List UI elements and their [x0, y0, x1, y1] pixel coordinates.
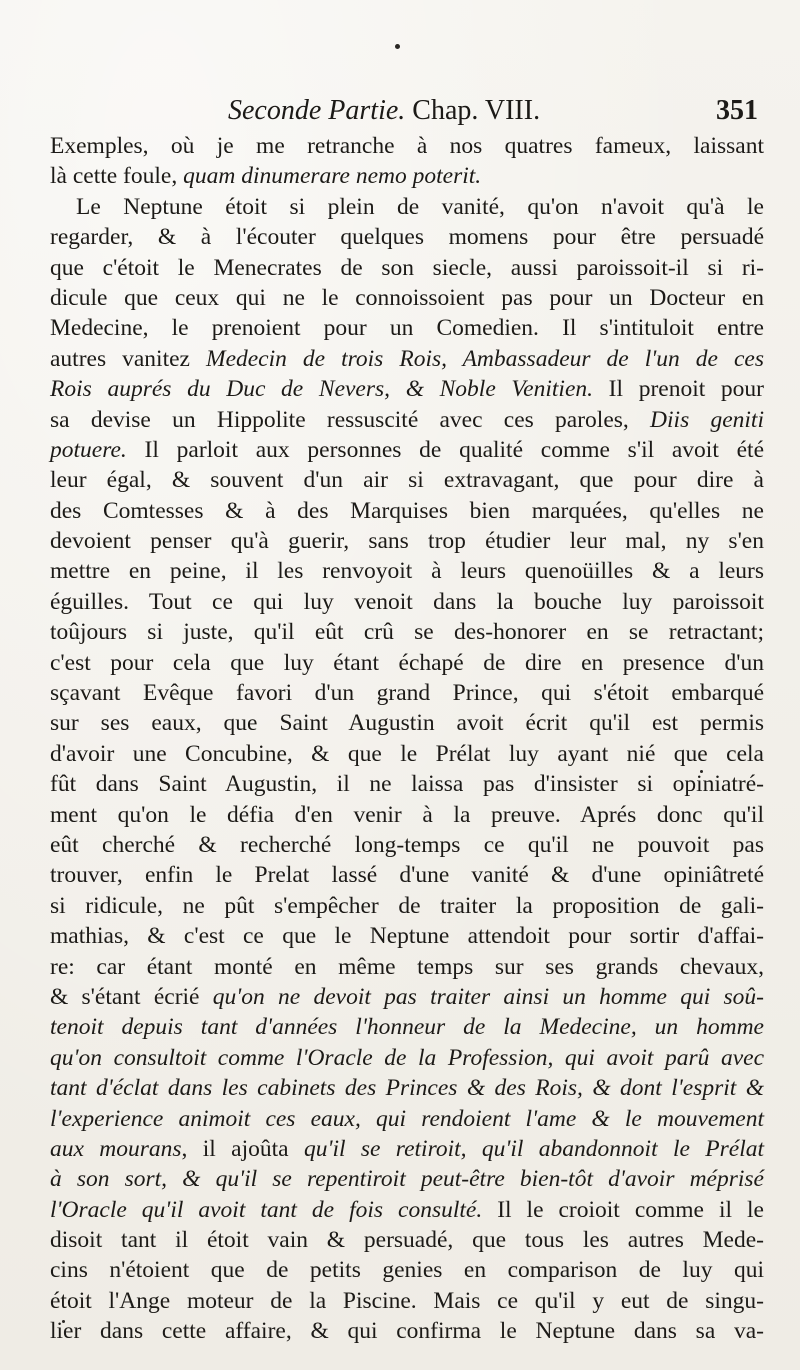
italic-segment: qu'on consultoit comme l'Oracle de la Profession, qui avoit parû avec [50, 1044, 764, 1071]
text-line [50, 739, 764, 769]
text-line [50, 891, 764, 921]
text-line [50, 1255, 764, 1285]
text-line [50, 1073, 764, 1103]
text-line [50, 526, 764, 556]
text-line [50, 678, 764, 708]
text-line [50, 556, 764, 586]
text-segment: , il ajoûta [181, 1135, 304, 1162]
text-line [50, 1225, 764, 1255]
body-text [50, 131, 764, 1347]
italic-segment: l'Oracle qu'il avoit tant de fois consulté. [50, 1196, 483, 1223]
text-segment: des Comtesses & à des Marquises bien marquées, qu'elles ne [50, 497, 764, 524]
text-line [50, 860, 764, 890]
italic-segment: tenoit depuis tant d'années l'honneur de la Medecine, un homme [50, 1014, 764, 1041]
text-line [50, 222, 764, 252]
text-segment: mathias, & c'est ce que le Neptune attendoit pour sortir d'affai- [50, 923, 764, 950]
text-line [50, 800, 764, 830]
text-segment: éguilles. Tout ce qui luy venoit dans la bouche luy paroissoit [50, 588, 764, 615]
text-line [50, 465, 764, 495]
running-title [228, 95, 540, 127]
text-segment: sçavant Evêque favori d'un grand Prince, qui s'étoit embarqué [50, 680, 764, 707]
ink-speck [395, 44, 400, 49]
text-line [50, 253, 764, 283]
text-segment: Il parloit aux personnes de qualité comme s'il avoit été [126, 436, 764, 463]
italic-segment: aux mourans [50, 1135, 182, 1162]
text-line [50, 192, 764, 222]
text-segment: que c'étoit le Menecrates de son siecle, aussi paroissoit-il si ri- [50, 254, 764, 281]
text-line [50, 921, 764, 951]
text-line [50, 344, 764, 374]
text-line [50, 769, 764, 799]
text-line [50, 131, 764, 161]
text-line [50, 1043, 764, 1073]
page-number: 351 [716, 95, 758, 126]
chapter-label: Chap. VIII. [412, 95, 541, 126]
italic-segment: Rois auprés du Duc de Nevers, & Noble Venitien. [50, 376, 594, 403]
text-segment: Exemples, où je me retranche à nos quatres fameux, laissant [50, 133, 764, 159]
text-line [50, 435, 764, 465]
text-segment: trouver, enfin le Prelat lassé d'une vanité & d'une opiniâtreté [50, 862, 764, 889]
text-segment: étoit l'Ange moteur de la Piscine. Mais ce qu'il y eut de singu- [50, 1287, 764, 1314]
text-segment: leur égal, & souvent d'un air si extravagant, que pour dire à [50, 467, 764, 494]
italic-segment: tant d'éclat dans les cabinets des Princes & des Rois, & dont l'esprit & [50, 1075, 764, 1102]
part-label: Seconde Partie. [228, 95, 406, 126]
text-line [50, 1012, 764, 1042]
italic-segment: Diis geniti [650, 406, 764, 433]
text-line [50, 587, 764, 617]
text-segment: sur ses eaux, que Saint Augustin avoit écrit qu'il est permis [50, 710, 764, 737]
text-segment: eût cherché & recherché long-temps ce qu'il ne pouvoit pas [50, 831, 764, 858]
text-segment: lier dans cette affaire, & qui confirma le Neptune dans sa va- [50, 1318, 764, 1345]
text-segment: là cette foule, [50, 163, 184, 190]
text-segment: Medecine, le prenoient pour un Comedien. Il s'intituloit entre [50, 315, 764, 342]
text-segment: Il le croioit comme il le [482, 1196, 764, 1223]
italic-segment: Medecin de trois Rois, Ambassadeur de l'un de ces [206, 345, 764, 372]
text-segment: dicule que ceux qui ne le connoissoient pas pour un Docteur en [50, 284, 764, 311]
text-line [50, 496, 764, 526]
text-line [50, 1195, 764, 1225]
text-segment: fût dans Saint Augustin, il ne laissa pas d'insister si opiniatré- [50, 771, 764, 798]
text-segment: regarder, & à l'écouter quelques momens pour être persuadé [50, 224, 764, 251]
italic-segment: qu'il se retiroit, qu'il abandonnoit le Prélat [303, 1135, 765, 1162]
text-segment: re: car étant monté en même temps sur ses grands chevaux, [50, 953, 764, 980]
text-segment: toûjours si juste, qu'il eût crû se des-honorer en se retractant; [50, 619, 764, 646]
text-line [50, 374, 764, 404]
italic-segment: potuere. [50, 436, 127, 463]
text-line [50, 1316, 764, 1346]
text-line [50, 952, 764, 982]
text-segment: c'est pour cela que luy étant échapé de dire en presence d'un [50, 649, 764, 676]
text-segment: ment qu'on le défia d'en venir à la preuve. Aprés donc qu'il [50, 801, 764, 828]
text-segment: disoit tant il étoit vain & persuadé, que tous les autres Mede- [50, 1227, 764, 1254]
text-segment: d'avoir une Concubine, & que le Prélat luy ayant nié que cela [50, 740, 764, 767]
text-line [50, 830, 764, 860]
text-line [50, 982, 764, 1012]
text-line [50, 708, 764, 738]
text-line [50, 313, 764, 343]
text-line [50, 1164, 764, 1194]
text-line [50, 283, 764, 313]
text-line [50, 648, 764, 678]
text-segment: Le Neptune étoit si plein de vanité, qu'on n'avoit qu'à le [76, 193, 764, 220]
text-segment: sa devise un Hippolite ressuscité avec ces paroles, [50, 406, 651, 433]
text-line [50, 1134, 764, 1164]
text-segment: mettre en peine, il les renvoyoit à leurs quenoüilles & a leurs [50, 558, 764, 585]
text-line [50, 1286, 764, 1316]
text-segment: cins n'étoient que de petits genies en comparison de luy qui [50, 1257, 764, 1284]
text-segment: devoient penser qu'à guerir, sans trop étudier leur mal, ny s'en [50, 528, 764, 555]
italic-segment: l'experience animoit ces eaux, qui rendoient l'ame & le mouvement [50, 1105, 764, 1132]
text-segment: si ridicule, ne pût s'empêcher de traiter la proposition de gali- [50, 892, 764, 919]
italic-segment: qu'on ne devoit pas traiter ainsi un homme qui soû- [212, 983, 765, 1010]
text-segment: & s'étant écrié [50, 983, 213, 1010]
italic-segment: quam dinumerare nemo poterit. [183, 163, 482, 190]
text-line [50, 405, 764, 435]
running-header [40, 95, 760, 135]
text-line [50, 1104, 764, 1134]
text-line [50, 161, 764, 191]
text-segment: Il prenoit pour [593, 376, 765, 403]
italic-segment: à son sort, & qu'il se repentiroit peut-être bien-tôt d'avoir méprisé [50, 1166, 764, 1193]
text-segment: autres vanitez [50, 345, 206, 372]
text-line [50, 617, 764, 647]
